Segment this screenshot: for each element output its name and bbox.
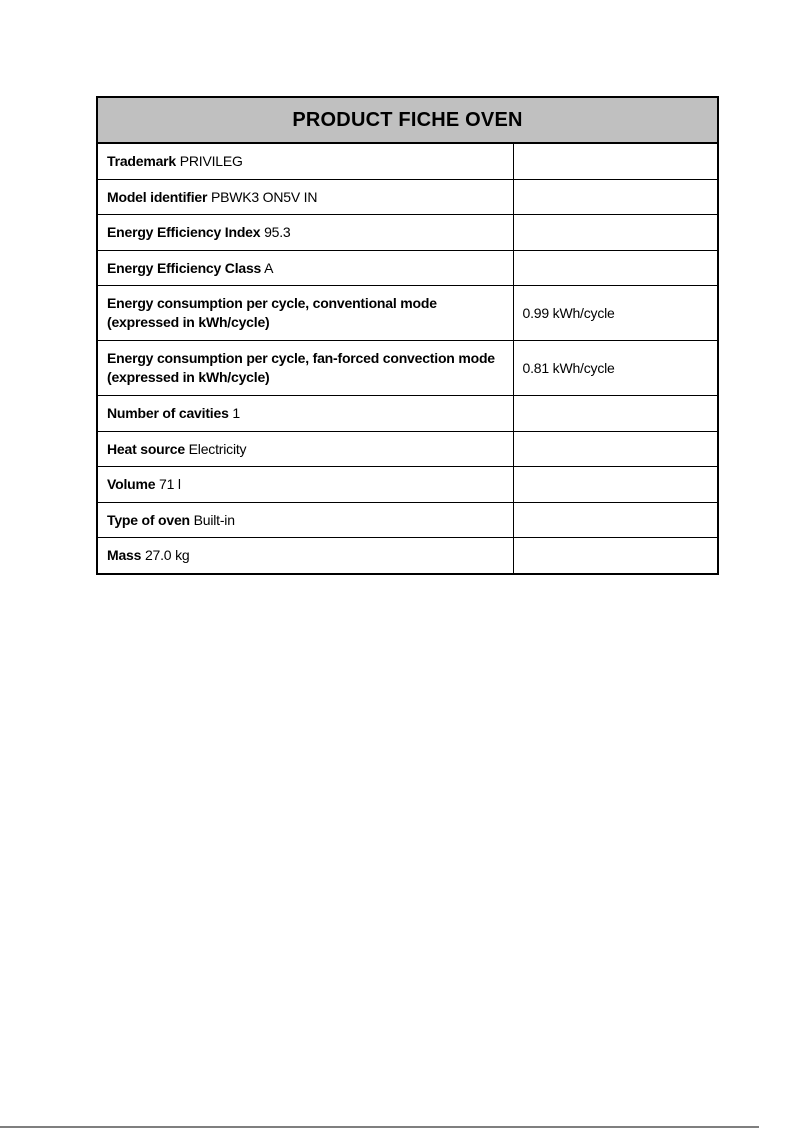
row-value-cell: [513, 431, 718, 467]
row-value-cell: [513, 286, 718, 341]
table-row-energy-fan-forced: [97, 341, 718, 396]
product-fiche-table: [96, 96, 719, 575]
row-inline-value: 27.0 kg: [144, 547, 190, 564]
row-label: Heat source: [107, 440, 185, 457]
row-label-cell: [97, 431, 513, 467]
row-inline-value: A: [264, 259, 274, 276]
table-row-energy-efficiency-class: [97, 250, 718, 286]
row-value-cell: [513, 179, 718, 215]
table-row-energy-efficiency-index: [97, 215, 718, 251]
table-header-row: [97, 97, 718, 143]
row-inline-value: 1: [232, 405, 240, 422]
table-row-heat-source: [97, 431, 718, 467]
row-inline-value: Built-in: [193, 511, 235, 528]
row-label: Number of cavities: [107, 405, 229, 422]
row-label: Model identifier: [107, 188, 208, 205]
row-label-cell: [97, 341, 513, 396]
row-inline-value: Electricity: [188, 440, 247, 457]
table-row-volume: [97, 467, 718, 503]
row-label: Volume: [107, 476, 156, 493]
row-value-cell: [513, 143, 718, 179]
row-label: Mass: [107, 547, 142, 564]
row-value-cell: [513, 215, 718, 251]
row-value-cell: [513, 396, 718, 432]
table-row-model-identifier: [97, 179, 718, 215]
row-label-cell: [97, 286, 513, 341]
row-label-line1: Energy consumption per cycle, conventional mode: [107, 295, 437, 311]
row-label: Energy Efficiency Index: [107, 224, 261, 241]
row-label: Energy Efficiency Class: [107, 259, 262, 276]
table-row-trademark: [97, 143, 718, 179]
row-inline-value: PRIVILEG: [179, 153, 243, 170]
row-inline-value: 95.3: [264, 224, 291, 241]
row-inline-value: PBWK3 ON5V IN: [210, 188, 318, 205]
row-label-line2: (expressed in kWh/cycle): [107, 369, 270, 385]
table-row-number-of-cavities: [97, 396, 718, 432]
row-label-cell: [97, 179, 513, 215]
row-value-cell: [513, 341, 718, 396]
row-label-cell: [97, 538, 513, 574]
table-row-type-of-oven: [97, 502, 718, 538]
table-row-mass: [97, 538, 718, 574]
row-label-line2: (expressed in kWh/cycle): [107, 314, 270, 330]
row-inline-value: 71 l: [159, 476, 181, 493]
row-value-cell: [513, 250, 718, 286]
row-label-cell: [97, 396, 513, 432]
page-break-line: [0, 1126, 759, 1128]
row-label-cell: [97, 215, 513, 251]
row-value: 0.99 kWh/cycle: [522, 305, 615, 321]
row-label-cell: [97, 467, 513, 503]
row-label-cell: [97, 143, 513, 179]
row-label-cell: [97, 250, 513, 286]
row-label: Trademark: [107, 153, 177, 170]
row-value: 0.81 kWh/cycle: [522, 360, 615, 376]
row-value-cell: [513, 538, 718, 574]
row-label-line1: Energy consumption per cycle, fan-forced convection mode: [107, 350, 495, 366]
row-label-cell: [97, 502, 513, 538]
row-value-cell: [513, 502, 718, 538]
table-title: PRODUCT FICHE OVEN: [97, 97, 718, 143]
table-row-energy-conventional: [97, 286, 718, 341]
row-label: Type of oven: [107, 511, 190, 528]
row-value-cell: [513, 467, 718, 503]
